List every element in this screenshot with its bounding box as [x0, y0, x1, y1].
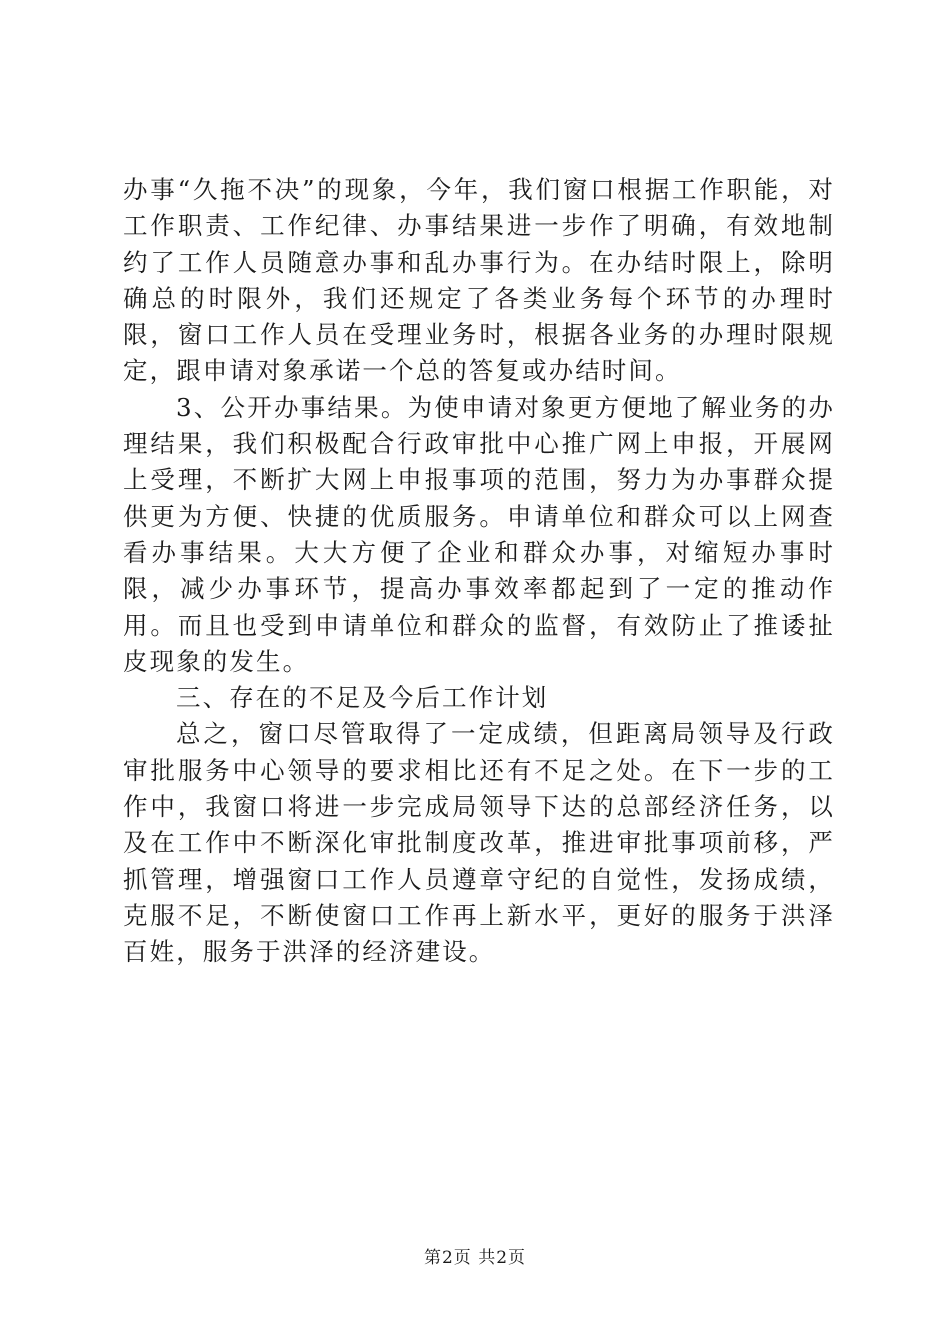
- page-footer: 第2页 共2页: [423, 1248, 527, 1268]
- paragraph-2: 3、公开办事结果。为使申请对象更方便地了解业务的办理结果，我们积极配合行政审批中心推广网上申报，开展网上受理，不断扩大网上申报事项的范围，努力为办事群众提供更为方便、快捷的优质服务。申请单位和群众可以上网查看办事结果。大大方便了企业和群众办事，对缩短办事时限，减少办事环节，提高办事效率都起到了一定的推动作用。而且也受到申请单位和群众的监督，有效防止了推诿扯皮现象的发生。: [123, 392, 835, 676]
- paragraph-1: 办事“久拖不决”的现象，今年，我们窗口根据工作职能，对工作职责、工作纪律、办事结果进一步作了明确，有效地制约了工作人员随意办事和乱办事行为。在办结时限上，除明确总的时限外，我们还规定了各类业务每个环节的办理时限，窗口工作人员在受理业务时，根据各业务的办理时限规定，跟申请对象承诺一个总的答复或办结时间。: [123, 175, 835, 386]
- paragraph-3: 总之，窗口尽管取得了一定成绩，但距离局领导及行政审批服务中心领导的要求相比还有不足之处。在下一步的工作中，我窗口将进一步完成局领导下达的总部经济任务，以及在工作中不断深化审批制度改革，推进审批事项前移，严抓管理，增强窗口工作人员遵章守纪的自觉性，发扬成绩，克服不足，不断使窗口工作再上新水平，更好的服务于洪泽百姓，服务于洪泽的经济建设。: [123, 719, 835, 967]
- document-body: [123, 172, 835, 971]
- section-heading: 三、存在的不足及今后工作计划: [176, 683, 549, 713]
